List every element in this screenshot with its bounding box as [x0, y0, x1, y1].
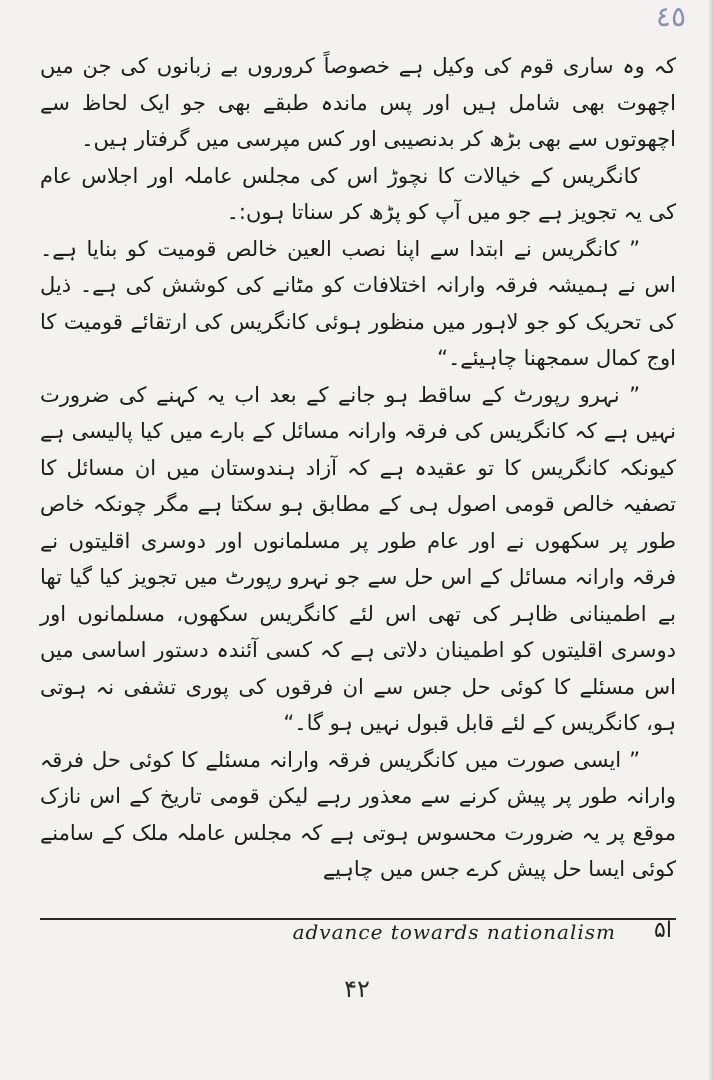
paragraph-2: کانگریس کے خیالات کا نچوڑ اس کی مجلس عاملہ اور اجلاس عام کی یہ تجویز ہے جو میں آپ کو پڑھ کر سناتا ہوں:۔	[40, 163, 676, 224]
footnote-marker: ۵ا	[654, 918, 672, 943]
footnote-text: advance towards nationalism	[292, 920, 616, 944]
page-edge-shadow	[708, 0, 714, 1080]
body-text	[40, 48, 676, 888]
paragraph-4-quote: ” نہرو رپورٹ کے ساقط ہو جانے کے بعد اب یہ کہنے کی ضرورت نہیں ہے کہ کانگریس کی فرقہ وارانہ مسائل کے بارے میں کیا پالیسی ہے کیونکہ کانگریس کا تو عقیدہ ہے کہ آزاد ہندوستان میں ان مسائل کا تصفیہ خالص قومی اصول ہی کے مطابق ہو سکتا ہے مگر چونکہ خاص طور پر سکھوں نے اور عام طور پر مسلمانوں اور دوسری اقلیتوں نے فرقہ وارانہ مسائل کے اس حل سے جو نہرو رپورٹ میں تجویز کیا گیا تھا بے اطمینانی ظاہر کی تھی اس لئے کانگریس سکھوں، مسلمانوں اور دوسری اقلیتوں کو اطمینان دلاتی ہے کہ کسی آئندہ دستور اساسی میں اس مسئلے کا کوئی حل جس سے ان فرقوں کی پوری تشفی نہ ہوتی ہو، کانگریس کے لئے قابل قبول نہیں ہو گا۔“	[40, 382, 676, 735]
handwritten-page-number: ٤٥	[655, 0, 686, 33]
paragraph-1: کہ وہ ساری قوم کی وکیل ہے خصوصاً کروروں بے زبانوں کی جن میں اچھوت بھی شامل ہیں اور پس ماندہ طبقے بھی جو ایک لحاظ سے اچھوتوں سے بھی بڑھ کر بدنصیبی اور کس مپرسی میں گرفتار ہیں۔	[40, 54, 676, 151]
page-number: ۴۲	[344, 975, 370, 1003]
paragraph-5-quote: ” ایسی صورت میں کانگریس فرقہ وارانہ مسئلے کا کوئی حل فرقہ وارانہ طور پر پیش کرنے سے معذور رہے لیکن قومی تاریخ کے اس نازک موقع پر یہ ضرورت محسوس ہوتی ہے کہ مجلس عاملہ ملک کے سامنے کوئی ایسا حل پیش کرے جس میں چاہیے	[40, 747, 676, 881]
paragraph-3-quote: ” کانگریس نے ابتدا سے اپنا نصب العین خالص قومیت کو بنایا ہے۔ اس نے ہمیشہ فرقہ وارانہ اختلافات کو مٹانے کی کوشش کی ہے۔ ذیل کی تحریک کو جو لاہور میں منظور ہوئی کانگریس کی ارتقائے قومیت کا اوج کمال سمجھنا چاہیئے۔“	[40, 236, 676, 370]
